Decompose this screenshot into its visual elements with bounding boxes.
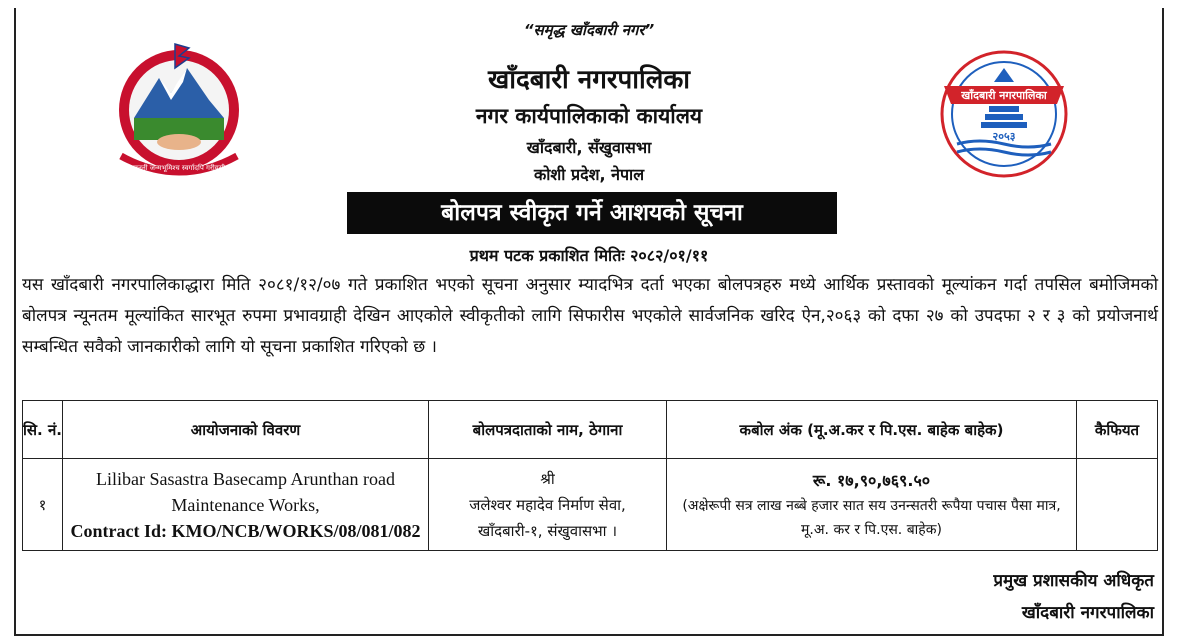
contract-id: KMO/NCB/WORKS/08/081/082 [171,520,421,541]
logo-year: २०५३ [992,130,1016,143]
publication-date: प्रथम पटक प्रकाशित मितिः २०८२/०१/११ [469,246,709,265]
cell-remarks [1077,459,1158,551]
bidder-prefix: श्री [540,469,555,488]
emblem-motto: जननी जन्मभूमिश्च स्वर्गादपि गरीयसी [132,164,226,172]
bidder-address: खाँदबारी-१, संखुवासभा । [478,521,617,540]
tagline: “समृद्ध खाँदबारी नगर” [523,21,655,39]
contract-label: Contract Id: [70,520,167,541]
project-name: Lilibar Sasastra Basecamp Arunthan road Maintenance Works, [96,468,395,515]
header-project: आयोजनाको विवरण [63,401,429,459]
logo-banner-text: खाँदबारी नगरपालिका [961,89,1047,102]
notice-page [14,8,1164,636]
header-bidder: बोलपत्रदाताको नाम, ठेगाना [429,401,667,459]
header-sn: सि. नं. [23,401,63,459]
notice-body: यस खाँदबारी नगरपालिकाद्धारा मिति २०८१/१२/०७ गते प्रकाशित भएको सूचना अनुसार म्यादभित्र दर्ता भएका बोलपत्रहरु मध्ये आर्थिक प्रस्तावको मूल्यांकन गर्दा तपसिल बमोजिमको बोलपत्र न्यूनतम मूल्यांकित सारभूत रुपमा प्रभावग्राही देखिन आएकोले स्वीकृतीको लागि सिफारीस भएकोले सार्वजनिक खरिद ऐन,२०६३ को दफा २७ को उपदफा २ र ३ को प्रयोजनार्थ सम्बन्धित सवैको जानकारीको लागि यो सूचना प्रकाशित गरिएको छ । [22,275,1158,357]
notice-title-banner: बोलपत्र स्वीकृत गर्ने आशयको सूचना [347,192,837,234]
table-row [23,459,1158,551]
table-header-row [23,401,1158,459]
tender-table [22,400,1158,551]
municipality-title: खाँदबारी नगरपालिका [487,65,691,95]
signatory-designation: प्रमुख प्रशासकीय अधिकृत [993,571,1154,591]
header-remarks: कैफियत [1077,401,1158,459]
cell-project [63,459,429,551]
bidder-name: जलेश्वर महादेव निर्माण सेवा, [469,495,626,514]
header-amount: कबोल अंक (मू.अ.कर र पि.एस. बाहेक बाहेक) [667,401,1077,459]
office-title: नगर कार्यपालिकाको कार्यालय [475,104,703,128]
address-line-1: खाँदबारी, सँखुवासभा [526,138,652,157]
cell-amount [667,459,1077,551]
cell-sn: १ [23,459,63,551]
bid-amount: रू. १७,९०,७६९.५० [812,470,931,490]
bid-amount-words: (अक्षेरूपी सत्र लाख नब्बे हजार सात सय उनन्सतरी रूपैया पचास पैसा मात्र, मू.अ. कर र पि.एस. बाहेक) [682,497,1061,538]
cell-bidder [429,459,667,551]
signatory-office: खाँदबारी नगरपालिका [1021,603,1154,623]
address-line-2: कोशी प्रदेश, नेपाल [533,165,645,184]
